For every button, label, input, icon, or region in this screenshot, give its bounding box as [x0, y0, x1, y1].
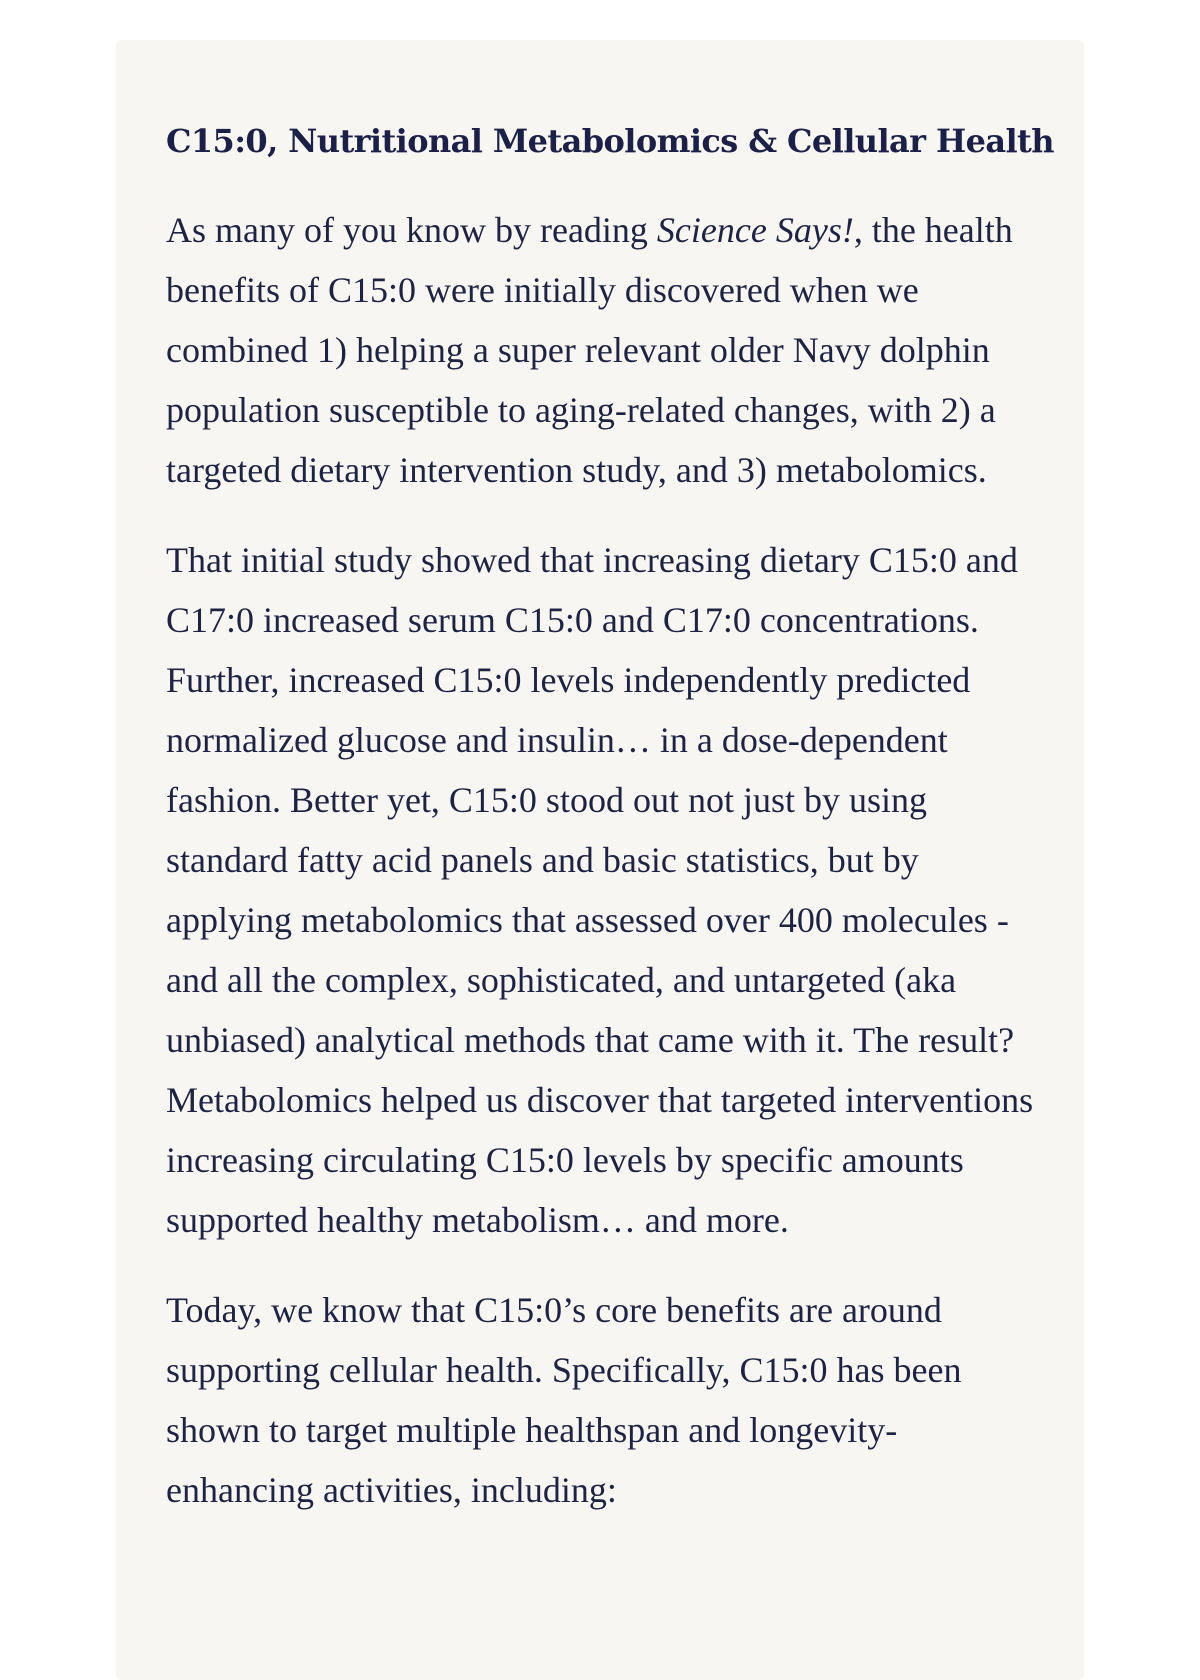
article-heading: C15:0, Nutritional Metabolomics & Cellular Health — [166, 122, 1054, 160]
article-card — [116, 40, 1084, 1680]
article-paragraph-1 — [166, 200, 1034, 500]
paragraph-1-body: , the health benefits of C15:0 were initially discovered when we combined 1) helping a super relevant older Navy dolphin population susceptible to aging-related changes, with 2) a targeted dietary intervention study, and 3) metabolomics. — [166, 210, 1013, 490]
paragraph-1-intro: As many of you know by reading — [166, 210, 657, 250]
article-paragraph-2: That initial study showed that increasing dietary C15:0 and C17:0 increased serum C15:0 and C17:0 concentrations. Further, increased C15:0 levels independently predicted normalized glucose and insulin… in a dose-dependent fashion. Better yet, C15:0 stood out not just by using standard fatty acid panels and basic statistics, but by applying metabolomics that assessed over 400 molecules - and all the complex, sophisticated, and untargeted (aka unbiased) analytical methods that came with it. The result? Metabolomics helped us discover that targeted interventions increasing circulating C15:0 levels by specific amounts supported healthy metabolism… and more. — [166, 540, 1034, 1240]
science-says-title: Science Says! — [656, 210, 854, 250]
article-paragraph-3: Today, we know that C15:0’s core benefits are around supporting cellular health. Specifically, C15:0 has been shown to target multiple healthspan and longevity-enhancing activities, including: — [166, 1290, 962, 1510]
